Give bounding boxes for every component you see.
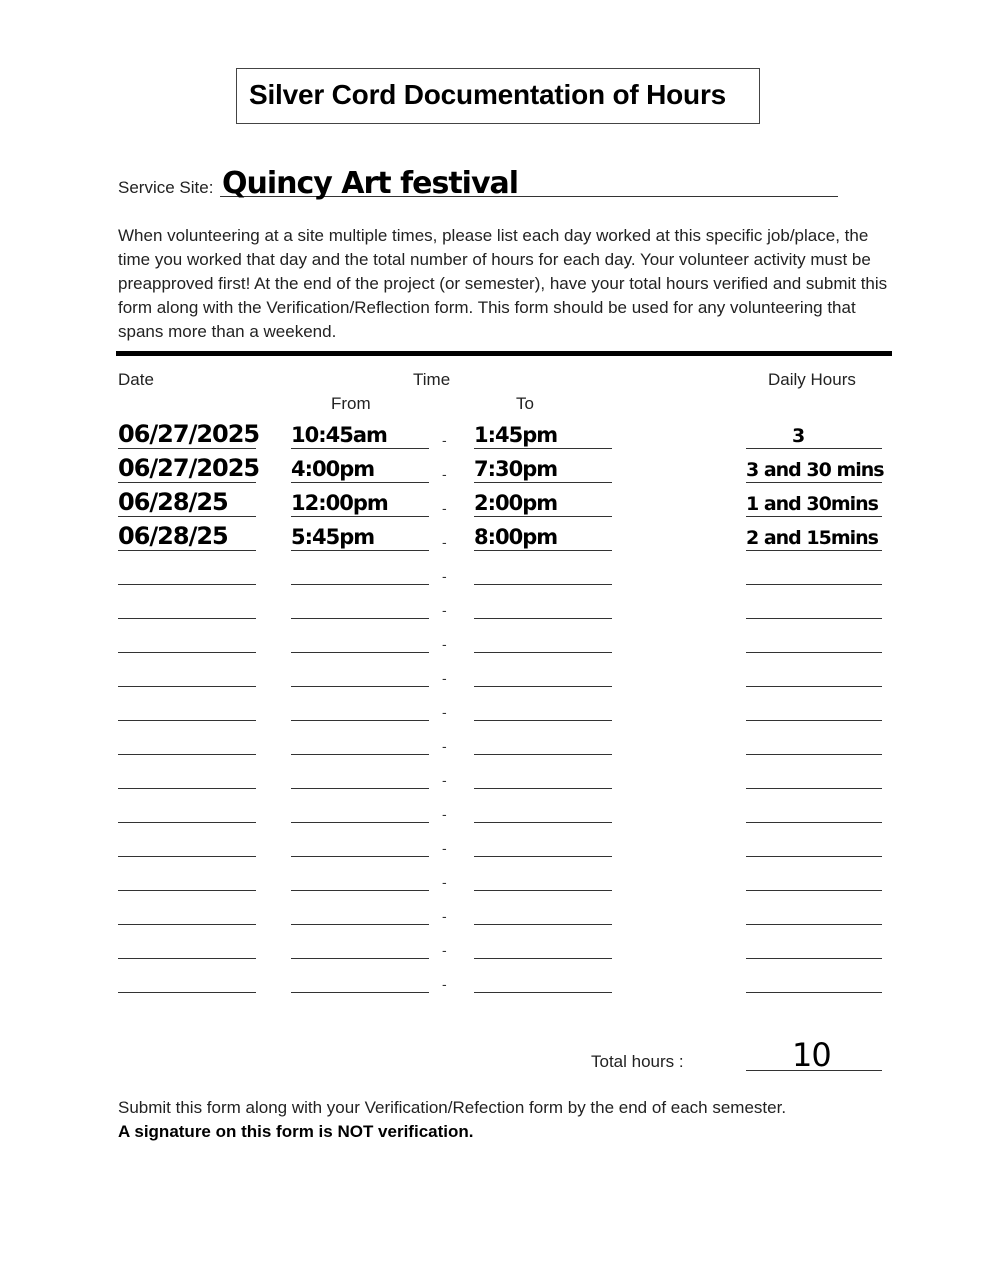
time-separator: - [442, 874, 447, 890]
daily-hours-line [746, 550, 882, 551]
date-line [118, 686, 256, 687]
to-time-line [474, 720, 612, 721]
time-header: Time [413, 370, 451, 389]
date-value[interactable]: 06/27/2025 [118, 420, 260, 448]
daily-hours-line [746, 992, 882, 993]
daily-hours-line [746, 516, 882, 517]
daily-hours-value[interactable]: 1 and 30mins [746, 493, 878, 515]
to-time-line [474, 822, 612, 823]
from-time-line [291, 856, 429, 857]
from-time-line [291, 788, 429, 789]
date-value[interactable]: 06/28/25 [118, 488, 228, 516]
to-time-line [474, 550, 612, 551]
from-time-line [291, 720, 429, 721]
from-time-line [291, 516, 429, 517]
daily-hours-line [746, 924, 882, 925]
from-time-line [291, 890, 429, 891]
daily-hours-line [746, 652, 882, 653]
service-site-value[interactable]: Quincy Art festival [222, 166, 519, 201]
time-separator: - [442, 942, 447, 958]
to-time-line [474, 754, 612, 755]
daily-hours-value[interactable]: 3 and 30 mins [746, 459, 884, 481]
from-time-line [291, 652, 429, 653]
time-separator: - [442, 432, 447, 448]
time-separator: - [442, 568, 447, 584]
daily-hours-value[interactable]: 2 and 15mins [746, 527, 878, 549]
to-time-value[interactable]: 8:00pm [474, 525, 558, 549]
to-time-line [474, 516, 612, 517]
instructions: When volunteering at a site multiple times, please list each day worked at this specific job/place, the time you worked that day and the total number of hours for each day. Your volunteer activity must be preapproved first! At the end of the project (or semester), have your total hours verified and submit this form along with the Verification/Reflection form. This form should be used for any volunteering that spans more than a weekend. [118, 226, 888, 341]
total-hours-label: Total hours : [591, 1052, 684, 1071]
from-time-line [291, 822, 429, 823]
time-separator: - [442, 772, 447, 788]
date-line [118, 924, 256, 925]
page-title: Silver Cord Documentation of Hours [249, 79, 727, 110]
time-separator: - [442, 908, 447, 924]
date-line [118, 584, 256, 585]
to-time-line [474, 856, 612, 857]
to-time-value[interactable]: 7:30pm [474, 457, 558, 481]
daily-hours-line [746, 448, 882, 449]
date-line [118, 992, 256, 993]
time-separator: - [442, 534, 447, 550]
time-separator: - [442, 602, 447, 618]
date-line [118, 448, 256, 449]
date-line [118, 754, 256, 755]
date-line [118, 856, 256, 857]
date-header: Date [118, 370, 154, 389]
date-line [118, 822, 256, 823]
to-time-value[interactable]: 1:45pm [474, 423, 558, 447]
date-line [118, 652, 256, 653]
to-time-line [474, 788, 612, 789]
daily-hours-line [746, 822, 882, 823]
time-separator: - [442, 738, 447, 754]
from-time-value[interactable]: 12:00pm [291, 491, 388, 515]
total-hours-value[interactable]: 10 [792, 1036, 831, 1074]
from-time-value[interactable]: 4:00pm [291, 457, 375, 481]
to-time-line [474, 958, 612, 959]
date-line [118, 890, 256, 891]
from-time-line [291, 686, 429, 687]
time-separator: - [442, 466, 447, 482]
to-time-value[interactable]: 2:00pm [474, 491, 558, 515]
date-line [118, 958, 256, 959]
time-separator: - [442, 976, 447, 992]
daily-hours-line [746, 618, 882, 619]
from-time-line [291, 618, 429, 619]
to-time-line [474, 448, 612, 449]
date-line [118, 482, 256, 483]
from-time-line [291, 754, 429, 755]
daily-hours-line [746, 856, 882, 857]
to-time-line [474, 686, 612, 687]
from-time-line [291, 550, 429, 551]
daily-hours-header: Daily Hours [768, 370, 856, 389]
to-time-line [474, 890, 612, 891]
from-time-line [291, 924, 429, 925]
to-time-line [474, 652, 612, 653]
date-value[interactable]: 06/27/2025 [118, 454, 260, 482]
from-time-line [291, 584, 429, 585]
from-time-line [291, 958, 429, 959]
daily-hours-value[interactable]: 3 [792, 425, 805, 447]
from-time-line [291, 992, 429, 993]
to-time-line [474, 992, 612, 993]
date-line [118, 550, 256, 551]
footer-warning: A signature on this form is NOT verification. [118, 1122, 474, 1141]
to-time-line [474, 924, 612, 925]
date-line [118, 516, 256, 517]
from-header: From [331, 394, 371, 413]
from-time-line [291, 448, 429, 449]
from-time-value[interactable]: 10:45am [291, 423, 387, 447]
time-separator: - [442, 500, 447, 516]
daily-hours-line [746, 584, 882, 585]
to-time-line [474, 482, 612, 483]
service-site-label: Service Site: [118, 178, 214, 197]
daily-hours-line [746, 754, 882, 755]
title-box [236, 68, 760, 124]
daily-hours-line [746, 890, 882, 891]
from-time-value[interactable]: 5:45pm [291, 525, 375, 549]
to-time-line [474, 618, 612, 619]
from-time-line [291, 482, 429, 483]
date-line [118, 788, 256, 789]
to-header: To [516, 394, 534, 413]
date-value[interactable]: 06/28/25 [118, 522, 228, 550]
daily-hours-line [746, 482, 882, 483]
daily-hours-line [746, 686, 882, 687]
time-separator: - [442, 704, 447, 720]
footer-note: Submit this form along with your Verification/Refection form by the end of each semester. [118, 1098, 787, 1117]
to-time-line [474, 584, 612, 585]
section-divider [116, 351, 892, 356]
daily-hours-line [746, 958, 882, 959]
date-line [118, 618, 256, 619]
time-separator: - [442, 840, 447, 856]
date-line [118, 720, 256, 721]
time-separator: - [442, 670, 447, 686]
time-separator: - [442, 806, 447, 822]
time-separator: - [442, 636, 447, 652]
daily-hours-line [746, 788, 882, 789]
daily-hours-line [746, 720, 882, 721]
